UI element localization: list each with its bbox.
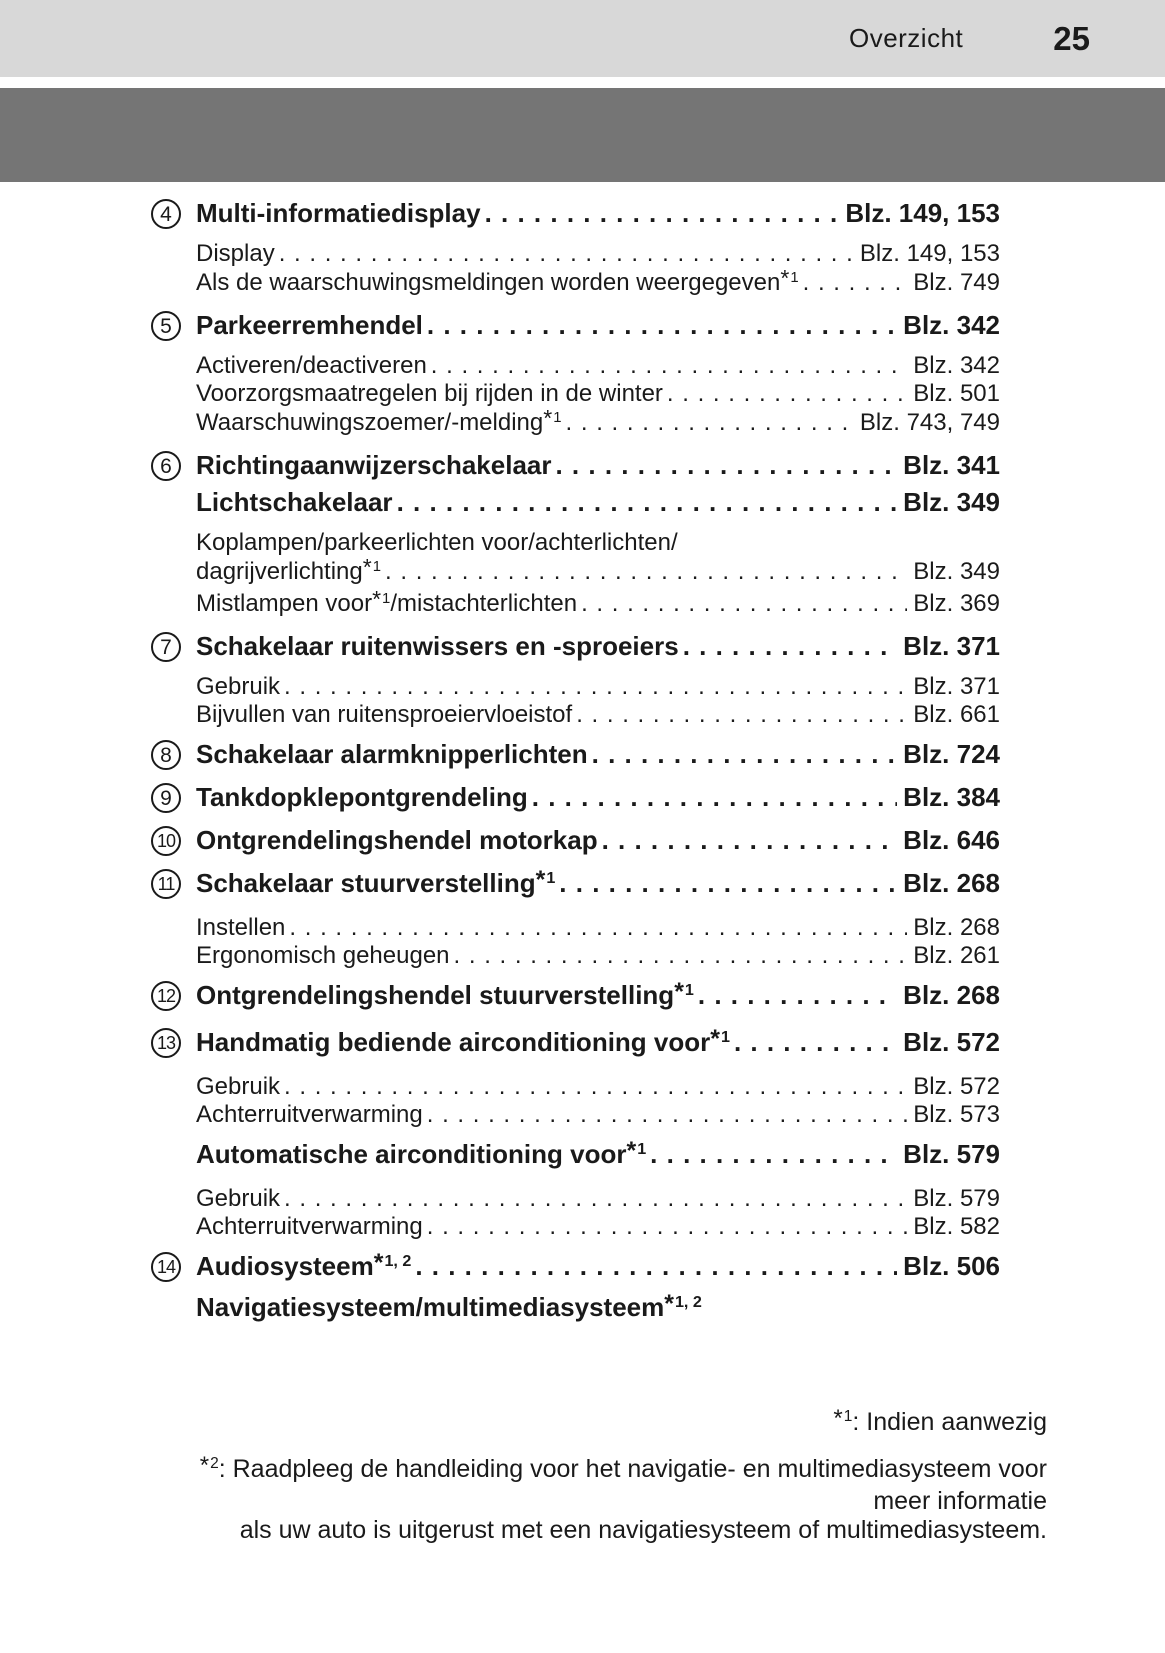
toc-entry-label: Gebruik xyxy=(196,1073,281,1100)
asterisk-icon: * xyxy=(833,1404,843,1432)
dot-leader xyxy=(284,673,907,701)
footnote-marker: *1 xyxy=(535,865,556,894)
asterisk-icon: * xyxy=(362,553,372,580)
toc-entry-label: Schakelaar stuurverstelling$^{*1}$ xyxy=(196,865,556,898)
item-number-badge: 11 xyxy=(151,869,181,899)
toc-row xyxy=(196,1291,1000,1328)
footnote-2-marker: *2 xyxy=(199,1451,219,1479)
page-reference: Blz. 149, 153 xyxy=(859,240,1000,267)
toc-entry-label: Schakelaar ruitenwissers en -sproeiers xyxy=(196,631,679,661)
toc-row xyxy=(160,630,1000,663)
toc-entry-label: Gebruik xyxy=(196,1185,281,1212)
dot-leader xyxy=(454,942,908,970)
toc-entry-label: Parkeerremhendel xyxy=(196,310,423,340)
toc-entry-label: Bijvullen van ruitensproeiervloeistof xyxy=(196,701,573,728)
dot-leader xyxy=(431,352,907,380)
toc-entry-label: Tankdopklepontgrendeling xyxy=(196,782,528,812)
page-reference: Blz. 371 xyxy=(903,631,1000,661)
page-reference: Blz. 506 xyxy=(903,1251,1000,1281)
toc-row xyxy=(160,309,1000,342)
footnote-marker: *1 xyxy=(626,1136,647,1165)
item-number-badge: 4 xyxy=(151,199,181,229)
toc-entry-label: Richtingaanwijzerschakelaar xyxy=(196,450,552,480)
item-number-badge: 9 xyxy=(151,783,181,813)
page-reference: Blz. 501 xyxy=(913,380,1000,407)
toc-row xyxy=(157,865,1000,904)
footnote-marker: *1, 2 xyxy=(373,1248,412,1277)
dot-leader xyxy=(415,1250,897,1283)
toc-row xyxy=(156,1024,1000,1063)
page-number: 25 xyxy=(1053,19,1090,57)
dot-leader xyxy=(397,486,898,519)
item-number-badge: 13 xyxy=(151,1028,181,1058)
dot-leader xyxy=(284,1073,907,1101)
page-reference: Blz. 646 xyxy=(903,825,1000,855)
page-header xyxy=(0,0,1165,77)
toc-entry-label: Ontgrendelingshendel motorkap xyxy=(196,825,598,855)
page-reference: Blz. 349 xyxy=(913,558,1000,585)
dot-leader xyxy=(592,738,898,771)
footnote-marker: *1 xyxy=(362,553,382,580)
asterisk-icon: * xyxy=(780,264,790,291)
page-reference: Blz. 268 xyxy=(903,868,1000,898)
asterisk-icon: * xyxy=(543,404,553,431)
toc-entry-label: Navigatiesysteem/multimediasysteem$^{*1, 2}$ xyxy=(196,1289,702,1322)
page-reference: Blz. 261 xyxy=(913,942,1000,969)
toc-row xyxy=(196,673,1000,701)
dot-leader xyxy=(485,197,840,230)
dot-leader xyxy=(279,240,854,268)
page-reference: Blz. 341 xyxy=(903,450,1000,480)
toc-entry-label: Schakelaar alarmknipperlichten xyxy=(196,739,588,769)
dot-leader xyxy=(427,309,897,342)
toc-entry-label: Achterruitverwarming xyxy=(196,1213,423,1240)
footnote-1 xyxy=(150,1404,1047,1440)
toc-entry-label: Audiosysteem$^{*1, 2}$ xyxy=(196,1248,412,1281)
asterisk-icon: * xyxy=(372,585,382,612)
toc-row xyxy=(196,914,1000,942)
dot-leader xyxy=(650,1138,897,1171)
dot-leader xyxy=(289,914,907,942)
dot-leader xyxy=(532,781,897,814)
footnote-marker: *1 xyxy=(674,977,694,1006)
toc-row xyxy=(160,197,1000,230)
page-reference: Blz. 268 xyxy=(913,914,1000,941)
toc-row xyxy=(196,486,1000,519)
asterisk-icon: * xyxy=(626,1136,637,1165)
toc-entry-label: Ergonomisch geheugen xyxy=(196,942,450,969)
footnotes xyxy=(150,1404,1047,1545)
toc-entry-label: Display xyxy=(196,240,275,267)
item-number-badge: 10 xyxy=(151,826,181,856)
footnote-2 xyxy=(150,1451,1047,1545)
toc-entry-label: Voorzorgsmaatregelen bij rijden in de winter xyxy=(196,380,663,407)
footnote-marker: *1, 2 xyxy=(664,1289,702,1318)
toc-row xyxy=(160,738,1000,771)
dot-leader xyxy=(602,824,898,857)
section-label: Overzicht xyxy=(848,23,964,53)
toc-row xyxy=(196,529,1000,557)
page-reference: Blz. 579 xyxy=(903,1139,1000,1169)
toc-row xyxy=(196,1073,1000,1101)
asterisk-icon: * xyxy=(199,1451,210,1479)
toc-row xyxy=(196,1101,1000,1129)
toc-row xyxy=(156,977,1000,1016)
toc-entry-label: Achterruitverwarming xyxy=(196,1101,423,1128)
page-reference: Blz. 743, 749 xyxy=(859,409,1000,436)
toc-row xyxy=(196,1185,1000,1213)
toc-row xyxy=(160,781,1000,814)
page-reference: Blz. 572 xyxy=(903,1027,1000,1057)
toc-row xyxy=(196,942,1000,970)
asterisk-icon: * xyxy=(664,1289,674,1318)
footnote-2-line2: meer informatie xyxy=(873,1487,1047,1515)
dot-leader xyxy=(698,979,897,1012)
page-reference: Blz. 369 xyxy=(913,590,1000,617)
page-reference: Blz. 661 xyxy=(913,701,1000,728)
footnote-marker: *1 xyxy=(710,1024,730,1053)
footnote-1-marker: *1 xyxy=(833,1404,853,1432)
toc-entry-label: Ontgrendelingshendel stuurverstelling$^{*1}$ xyxy=(196,977,694,1010)
dot-leader xyxy=(576,701,907,729)
asterisk-icon: * xyxy=(373,1248,384,1277)
page-reference: Blz. 268 xyxy=(903,980,1000,1010)
item-number-badge: 14 xyxy=(151,1252,181,1282)
dot-leader xyxy=(284,1185,907,1213)
toc-entry-label: Activeren/deactiveren xyxy=(196,352,427,379)
page-reference: Blz. 342 xyxy=(903,310,1000,340)
toc-row xyxy=(196,380,1000,408)
footnote-marker: *1 xyxy=(543,404,562,431)
toc-entry-label: Lichtschakelaar xyxy=(196,487,393,517)
toc-row xyxy=(196,1138,1000,1175)
page-reference: Blz. 572 xyxy=(913,1073,1000,1100)
asterisk-icon: * xyxy=(710,1024,720,1053)
page-reference: Blz. 384 xyxy=(903,782,1000,812)
toc-entry-label: Als de waarschuwingsmeldingen worden weergegeven$^{*1}$ xyxy=(196,264,799,296)
page-reference: Blz. 349 xyxy=(903,487,1000,517)
toc-row xyxy=(156,1248,1000,1287)
footnote-2-line3: als uw auto is uitgerust met een navigatiesysteem of multimediasysteem. xyxy=(239,1516,1047,1544)
asterisk-icon: * xyxy=(535,865,546,894)
toc-entry-label: Instellen xyxy=(196,914,286,941)
gray-banner xyxy=(0,88,1165,182)
dot-leader xyxy=(734,1026,897,1059)
page-reference: Blz. 582 xyxy=(913,1213,1000,1240)
page-reference: Blz. 749 xyxy=(913,269,1000,296)
toc-entry-label: Mistlampen voor$^{*1}$/mistachterlichten xyxy=(196,585,578,617)
dot-leader xyxy=(683,630,897,663)
dot-leader xyxy=(559,867,897,900)
page-reference: Blz. 573 xyxy=(913,1101,1000,1128)
toc-entry-label: Gebruik xyxy=(196,673,281,700)
item-number-badge: 8 xyxy=(151,740,181,770)
toc-entry-label: dagrijverlichting$^{*1}$ xyxy=(196,553,382,585)
footnote-marker: *1 xyxy=(780,264,799,291)
toc-row xyxy=(196,264,1000,300)
toc-list xyxy=(156,197,1000,1338)
toc-entry-label: Koplampen/parkeerlichten voor/achterlichten/ xyxy=(196,529,678,556)
toc-row xyxy=(196,240,1000,268)
item-number-badge: 6 xyxy=(151,451,181,481)
dot-leader xyxy=(385,558,907,586)
footnote-2-text: : Raadpleeg de handleiding voor het navigatie- en multimediasysteem voor xyxy=(218,1455,1047,1483)
toc-entry-label: Automatische airconditioning voor$^{*1}$ xyxy=(196,1136,647,1169)
page-reference: Blz. 724 xyxy=(903,739,1000,769)
page-reference: Blz. 149, 153 xyxy=(845,198,1000,228)
footnote-1-text: : Indien aanwezig xyxy=(852,1408,1047,1436)
toc-entry-label: Waarschuwingszoemer/-melding$^{*1}$ xyxy=(196,404,562,436)
page-reference: Blz. 371 xyxy=(913,673,1000,700)
toc-entry-label: Multi-informatiedisplay xyxy=(196,198,481,228)
dot-leader xyxy=(667,380,907,408)
toc-row xyxy=(196,404,1000,440)
item-number-badge: 5 xyxy=(151,311,181,341)
dot-leader xyxy=(555,449,897,482)
footnote-2-line1 xyxy=(150,1451,1047,1487)
item-number-badge: 7 xyxy=(151,632,181,662)
footnote-marker: *1 xyxy=(372,585,391,612)
dot-leader xyxy=(566,409,854,437)
dot-leader xyxy=(427,1213,908,1241)
page-reference: Blz. 342 xyxy=(913,352,1000,379)
toc-row xyxy=(196,352,1000,380)
dot-leader xyxy=(803,269,908,297)
toc-row xyxy=(196,1213,1000,1241)
toc-entry-label: Handmatig bediende airconditioning voor$^{*1}$ xyxy=(196,1024,730,1057)
toc-row xyxy=(196,553,1000,589)
dot-leader xyxy=(581,590,907,618)
toc-row xyxy=(160,449,1000,482)
toc-row xyxy=(196,585,1000,621)
toc-row xyxy=(196,701,1000,729)
item-number-badge: 12 xyxy=(151,981,181,1011)
toc-row xyxy=(156,824,1000,857)
dot-leader xyxy=(427,1101,908,1129)
asterisk-icon: * xyxy=(674,977,684,1006)
page-reference: Blz. 579 xyxy=(913,1185,1000,1212)
